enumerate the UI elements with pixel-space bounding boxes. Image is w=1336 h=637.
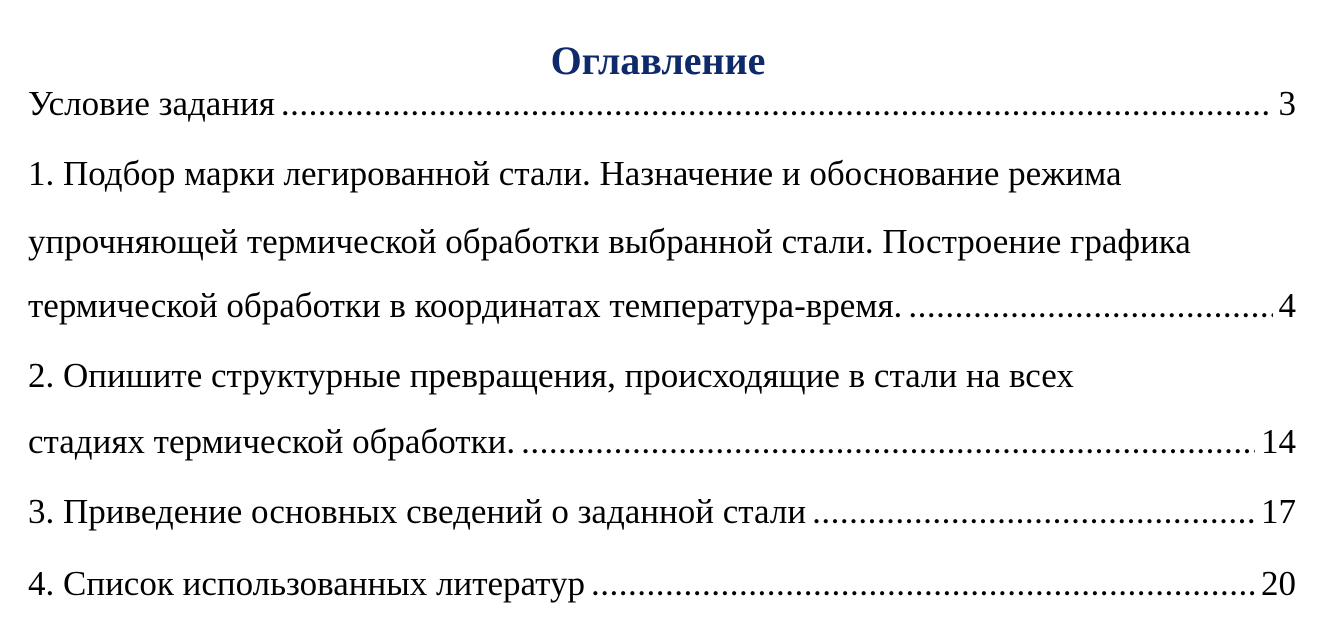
toc-entry-section-1-line-3[interactable] xyxy=(28,284,1296,328)
toc-entry-text: стадиях термической обработки. xyxy=(28,422,516,461)
toc-entry-section-1-line-1[interactable] xyxy=(28,152,1296,196)
toc-page-number: 3 xyxy=(1278,84,1296,123)
toc-leader-dots xyxy=(591,562,1255,606)
toc-leader-dots xyxy=(521,420,1255,464)
toc-leader-dots xyxy=(908,284,1272,328)
toc-entry-text: 2. Опишите структурные превращения, происходящие в стали на всех xyxy=(28,356,1074,395)
toc-leader-dots xyxy=(812,490,1255,534)
toc-entry-section-4[interactable] xyxy=(28,562,1296,606)
toc-title: Оглавление xyxy=(550,37,766,83)
toc-entry-text: 3. Приведение основных сведений о заданной стали xyxy=(28,492,807,531)
toc-entry-section-2-line-1[interactable] xyxy=(28,354,1296,398)
toc-page-number: 14 xyxy=(1261,422,1296,461)
toc-entry-text: упрочняющей термической обработки выбранной стали. Построение графика xyxy=(28,222,1191,261)
toc-entry-section-3[interactable] xyxy=(28,490,1296,534)
toc-page-number: 17 xyxy=(1261,492,1296,531)
toc-entry-text: термической обработки в координатах температура-время. xyxy=(28,286,903,325)
toc-entry-text: 1. Подбор марки легированной стали. Назначение и обоснование режима xyxy=(28,154,1122,193)
toc-entry-text: Условие задания xyxy=(28,84,275,123)
toc-page-number: 20 xyxy=(1261,564,1296,603)
toc-leader-dots xyxy=(281,82,1273,126)
toc-entry-section-1-line-2[interactable] xyxy=(28,220,1296,264)
toc-entry-section-2-line-2[interactable] xyxy=(28,420,1296,464)
toc-page-number: 4 xyxy=(1278,286,1296,325)
toc-entry-text: 4. Список использованных литератур xyxy=(28,564,585,603)
toc-entry-conditions[interactable] xyxy=(28,82,1296,126)
